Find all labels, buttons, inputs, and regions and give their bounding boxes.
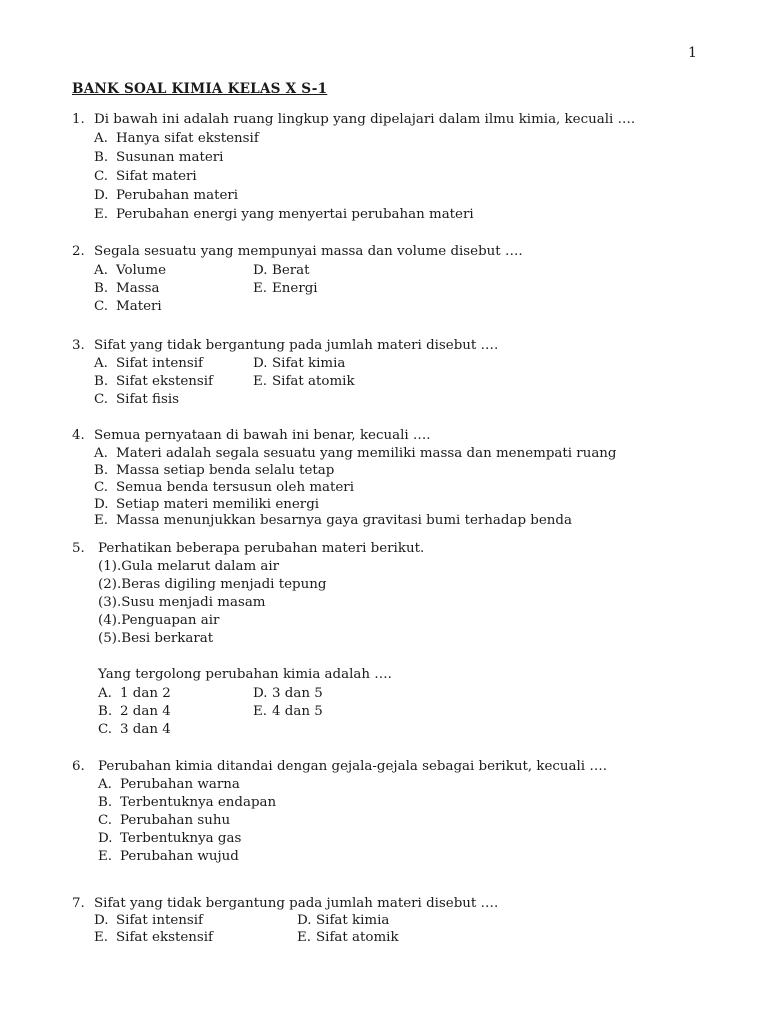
option-text: Sifat ekstensif xyxy=(116,930,213,945)
option-text: 3 dan 5 xyxy=(272,686,323,701)
option-letter: B. xyxy=(94,374,109,389)
option-letter: A. xyxy=(94,356,108,371)
option-text: Sifat kimia xyxy=(316,913,390,928)
question-prompt: Yang tergolong perubahan kimia adalah …. xyxy=(98,667,392,682)
option-letter: D. xyxy=(253,356,268,371)
list-item: (4).Penguapan air xyxy=(98,613,220,628)
option-letter: D. xyxy=(253,686,268,701)
option-text: Sifat atomik xyxy=(272,374,355,389)
option-letter: D. xyxy=(297,913,312,928)
option-text: Perubahan materi xyxy=(116,188,239,203)
option-letter: A. xyxy=(98,686,112,701)
question-text: Sifat yang tidak bergantung pada jumlah materi disebut …. xyxy=(94,896,499,911)
question-number: 7. xyxy=(72,896,85,911)
list-item: (5).Besi berkarat xyxy=(98,631,214,646)
option-letter: B. xyxy=(94,281,109,296)
option-letter: D. xyxy=(94,497,109,512)
option-letter: D. xyxy=(253,263,268,278)
question-text: Sifat yang tidak bergantung pada jumlah materi disebut …. xyxy=(94,338,499,353)
option-letter: E. xyxy=(297,930,312,945)
option-letter: B. xyxy=(98,704,113,719)
question-number: 2. xyxy=(72,244,85,259)
option-letter: C. xyxy=(98,813,113,828)
question-text: Perubahan kimia ditandai dengan gejala-gejala sebagai berikut, kecuali …. xyxy=(98,759,607,774)
option-text: Massa setiap benda selalu tetap xyxy=(116,463,335,478)
option-text: Sifat fisis xyxy=(116,392,179,407)
option-letter: E. xyxy=(98,849,113,864)
option-letter: D. xyxy=(98,831,113,846)
option-letter: E. xyxy=(94,930,109,945)
option-text: Terbentuknya endapan xyxy=(120,795,277,810)
option-letter: E. xyxy=(94,207,109,222)
list-item: (3).Susu menjadi masam xyxy=(98,595,266,610)
question-text: Segala sesuatu yang mempunyai massa dan volume disebut …. xyxy=(94,244,523,259)
option-text: Sifat atomik xyxy=(316,930,399,945)
option-letter: C. xyxy=(94,392,109,407)
question-text: Perhatikan beberapa perubahan materi berikut. xyxy=(98,541,425,556)
option-letter: A. xyxy=(94,446,108,461)
option-text: Terbentuknya gas xyxy=(120,831,242,846)
list-item: (1).Gula melarut dalam air xyxy=(98,559,280,574)
option-text: Perubahan suhu xyxy=(120,813,231,828)
option-text: Sifat intensif xyxy=(116,356,203,371)
option-letter: A. xyxy=(94,131,108,146)
option-letter: B. xyxy=(94,463,109,478)
option-letter: A. xyxy=(94,263,108,278)
option-text: Perubahan warna xyxy=(120,777,240,792)
question-number: 5. xyxy=(72,541,85,556)
option-letter: B. xyxy=(94,150,109,165)
option-text: Perubahan wujud xyxy=(120,849,239,864)
option-text: Sifat kimia xyxy=(272,356,346,371)
option-letter: D. xyxy=(94,913,109,928)
option-text: Sifat materi xyxy=(116,169,197,184)
option-text: Massa xyxy=(116,281,160,296)
option-letter: C. xyxy=(94,480,109,495)
option-letter: E. xyxy=(253,281,268,296)
option-letter: E. xyxy=(253,704,268,719)
option-text: Susunan materi xyxy=(116,150,224,165)
option-text: Setiap materi memiliki energi xyxy=(116,497,320,512)
option-letter: E. xyxy=(253,374,268,389)
option-letter: C. xyxy=(98,722,113,737)
option-text: Berat xyxy=(272,263,310,278)
question-text: Di bawah ini adalah ruang lingkup yang dipelajari dalam ilmu kimia, kecuali …. xyxy=(94,112,636,127)
option-text: Materi adalah segala sesuatu yang memiliki massa dan menempati ruang xyxy=(116,446,617,461)
option-text: Massa menunjukkan besarnya gaya gravitasi bumi terhadap benda xyxy=(116,513,572,528)
option-letter: A. xyxy=(98,777,112,792)
option-text: Sifat ekstensif xyxy=(116,374,213,389)
question-number: 1. xyxy=(72,112,85,127)
option-text: Perubahan energi yang menyertai perubahan materi xyxy=(116,207,474,222)
option-letter: C. xyxy=(94,299,109,314)
option-text: 2 dan 4 xyxy=(120,704,171,719)
option-text: Energi xyxy=(272,281,318,296)
option-text: 1 dan 2 xyxy=(120,686,171,701)
option-letter: C. xyxy=(94,169,109,184)
option-text: 3 dan 4 xyxy=(120,722,171,737)
page-number: 1 xyxy=(688,45,697,61)
option-letter: B. xyxy=(98,795,113,810)
document-title: BANK SOAL KIMIA KELAS X S-1 xyxy=(72,81,328,97)
option-text: Semua benda tersusun oleh materi xyxy=(116,480,354,495)
option-text: Volume xyxy=(116,263,167,278)
question-number: 3. xyxy=(72,338,85,353)
option-text: Sifat intensif xyxy=(116,913,203,928)
question-number: 4. xyxy=(72,428,85,443)
option-text: 4 dan 5 xyxy=(272,704,323,719)
list-item: (2).Beras digiling menjadi tepung xyxy=(98,577,327,592)
option-letter: D. xyxy=(94,188,109,203)
option-text: Hanya sifat ekstensif xyxy=(116,131,259,146)
question-text: Semua pernyataan di bawah ini benar, kecuali …. xyxy=(94,428,431,443)
option-text: Materi xyxy=(116,299,162,314)
option-letter: E. xyxy=(94,513,109,528)
question-number: 6. xyxy=(72,759,85,774)
